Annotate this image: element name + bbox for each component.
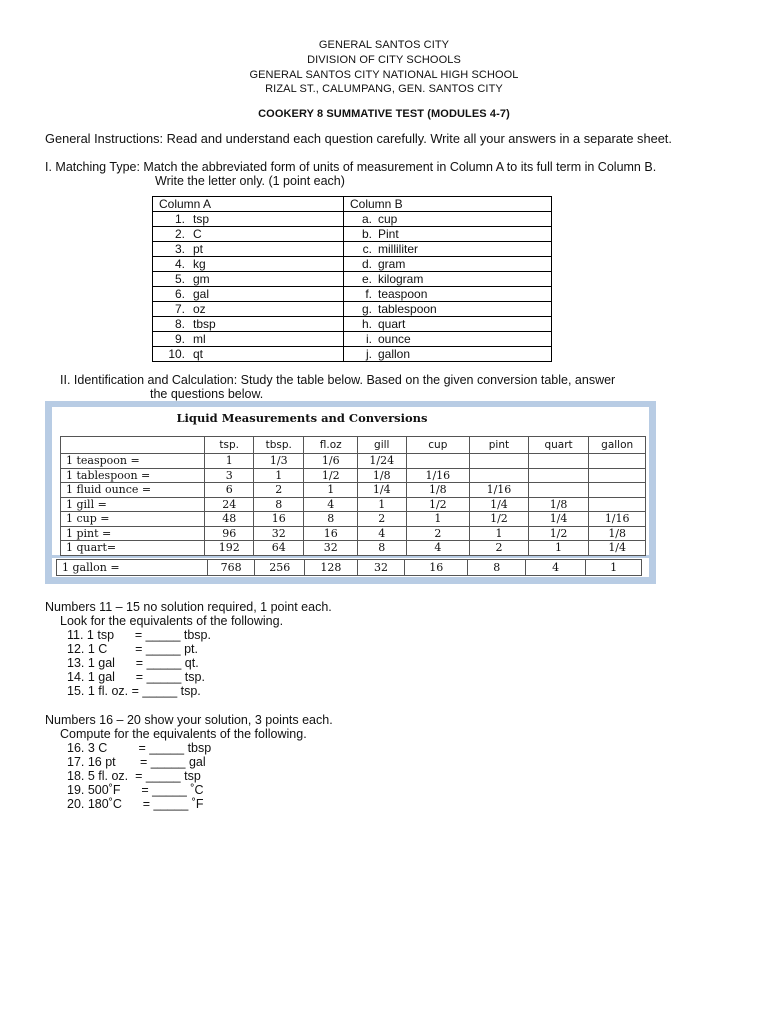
full-term: tablespoon	[378, 302, 437, 316]
conversion-value: 4	[526, 560, 586, 576]
conversion-value: 1/16	[589, 512, 646, 527]
column-b-item	[344, 347, 552, 362]
general-instructions: General Instructions: Read and understand each question carefully. Write all your answers in a separate sheet.	[45, 131, 672, 146]
column-a-item	[153, 227, 344, 242]
unit-column-header: tbsp.	[253, 437, 304, 454]
conversion-value: 8	[304, 512, 358, 527]
choice-letter: j.	[366, 347, 372, 361]
conversion-row	[61, 541, 646, 556]
row-unit-label: 1 fluid ounce =	[61, 483, 205, 498]
full-term: milliliter	[378, 242, 418, 256]
conversion-value: 1	[304, 483, 358, 498]
conversion-value: 1/8	[406, 483, 470, 498]
column-b-item	[344, 302, 552, 317]
column-b-item	[344, 272, 552, 287]
conversion-value: 1	[253, 468, 304, 483]
conversion-value	[406, 454, 470, 469]
abbreviation: oz	[193, 302, 206, 316]
conversion-row	[61, 468, 646, 483]
conversion-value: 1/16	[406, 468, 470, 483]
matching-row	[153, 257, 552, 272]
column-b-item	[344, 332, 552, 347]
choice-letter: g.	[361, 302, 372, 316]
choice-letter: f.	[365, 287, 372, 301]
question-item: 14. 1 gal = _____ tsp.	[67, 670, 205, 684]
matching-row	[153, 272, 552, 287]
choice-letter: a.	[361, 212, 372, 226]
conversion-value	[528, 468, 589, 483]
matching-header-row	[153, 197, 552, 212]
school-city: GENERAL SANTOS CITY	[318, 39, 450, 51]
row-unit-label: 1 tablespoon =	[61, 468, 205, 483]
row-unit-label: 1 gill =	[61, 497, 205, 512]
conversion-row	[61, 512, 646, 527]
conversion-value	[470, 468, 529, 483]
conversion-value: 2	[406, 526, 470, 541]
conversion-value: 1/8	[358, 468, 406, 483]
conversion-value: 128	[305, 560, 358, 576]
conversion-value: 1/4	[358, 483, 406, 498]
conversion-value: 8	[468, 560, 526, 576]
abbreviation: qt	[193, 347, 204, 361]
conversion-value: 1/4	[528, 512, 589, 527]
conversion-table	[60, 436, 646, 556]
unit-column-header: tsp.	[205, 437, 253, 454]
conversion-header-row	[61, 437, 646, 454]
unit-column-header: pint	[470, 437, 529, 454]
question-item: 16. 3 C = _____ tbsp	[67, 741, 212, 755]
conversion-row	[61, 526, 646, 541]
matching-row	[153, 212, 552, 227]
test-title: COOKERY 8 SUMMATIVE TEST (MODULES 4-7)	[258, 108, 510, 120]
gallon-table	[56, 559, 642, 576]
section-b-sub: Compute for the equivalents of the following.	[60, 727, 307, 741]
gallon-row	[57, 560, 642, 576]
abbreviation: tsp	[193, 212, 210, 226]
row-unit-label: 1 cup =	[61, 512, 205, 527]
column-b-item	[344, 287, 552, 302]
conversion-value: 96	[205, 526, 253, 541]
conversion-value: 1/16	[470, 483, 529, 498]
school-division: DIVISION OF CITY SCHOOLS	[307, 54, 461, 66]
item-number: 3.	[174, 242, 185, 256]
choice-letter: c.	[362, 242, 372, 256]
conversion-value	[589, 468, 646, 483]
row-unit-label: 1 pint =	[61, 526, 205, 541]
unit-column-header: cup	[406, 437, 470, 454]
column-a-item	[153, 257, 344, 272]
conversion-value: 24	[205, 497, 253, 512]
conversion-value	[528, 483, 589, 498]
school-name: GENERAL SANTOS CITY NATIONAL HIGH SCHOOL	[249, 69, 519, 81]
conversion-value: 2	[253, 483, 304, 498]
conversion-table-panel	[52, 407, 649, 555]
corner-cell	[61, 437, 205, 454]
part2-heading: II. Identification and Calculation: Study the table below. Based on the given conversion table, answer	[60, 373, 616, 387]
question-item: 17. 16 pt = _____ gal	[67, 755, 206, 769]
part1-heading-cont: Write the letter only. (1 point each)	[155, 174, 345, 188]
column-b-item	[344, 227, 552, 242]
column-a-item	[153, 212, 344, 227]
column-a-item	[153, 272, 344, 287]
part2-heading-cont: the questions below.	[150, 387, 264, 401]
conversion-value: 1/4	[470, 497, 529, 512]
conversion-value: 256	[255, 560, 305, 576]
choice-letter: h.	[361, 317, 372, 331]
row-unit-label: 1 gallon =	[57, 560, 208, 576]
conversion-value	[589, 454, 646, 469]
gallon-row-panel	[52, 558, 649, 577]
conversion-row	[61, 454, 646, 469]
matching-row	[153, 287, 552, 302]
conversion-value: 1/4	[589, 541, 646, 556]
conversion-value: 1	[586, 560, 642, 576]
conversion-value: 8	[358, 541, 406, 556]
abbreviation: gal	[193, 287, 210, 301]
full-term: teaspoon	[378, 287, 428, 301]
conversion-value: 32	[357, 560, 405, 576]
row-unit-label: 1 quart=	[61, 541, 205, 556]
column-b-item	[344, 212, 552, 227]
column-a-header: Column A	[153, 197, 344, 212]
conversion-value	[470, 454, 529, 469]
abbreviation: kg	[193, 257, 206, 271]
column-b-item	[344, 317, 552, 332]
column-a-item	[153, 287, 344, 302]
conversion-table-title: Liquid Measurements and Conversions	[176, 411, 428, 425]
full-term: gram	[378, 257, 406, 271]
question-item: 12. 1 C = _____ pt.	[67, 642, 198, 656]
unit-column-header: quart	[528, 437, 589, 454]
conversion-value: 1	[406, 512, 470, 527]
question-item: 20. 180˚C = _____ ˚F	[67, 797, 204, 811]
question-item: 13. 1 gal = _____ qt.	[67, 656, 199, 670]
conversion-value: 192	[205, 541, 253, 556]
conversion-value: 1/2	[470, 512, 529, 527]
abbreviation: ml	[193, 332, 206, 346]
conversion-value: 32	[253, 526, 304, 541]
part1-heading: I. Matching Type: Match the abbreviated form of units of measurement in Column A to its full term in Column B.	[45, 160, 657, 174]
choice-letter: i.	[366, 332, 372, 346]
abbreviation: pt	[193, 242, 204, 256]
conversion-value: 4	[304, 497, 358, 512]
conversion-value: 4	[406, 541, 470, 556]
column-b-item	[344, 257, 552, 272]
conversion-value: 8	[253, 497, 304, 512]
abbreviation: gm	[193, 272, 210, 286]
conversion-value: 1/2	[304, 468, 358, 483]
section-b-heading: Numbers 16 – 20 show your solution, 3 points each.	[45, 713, 333, 727]
conversion-value: 16	[405, 560, 468, 576]
full-term: ounce	[378, 332, 411, 346]
conversion-value: 1	[470, 526, 529, 541]
matching-row	[153, 302, 552, 317]
conversion-value	[589, 497, 646, 512]
conversion-value: 4	[358, 526, 406, 541]
conversion-row	[61, 497, 646, 512]
choice-letter: e.	[361, 272, 372, 286]
conversion-value: 1	[528, 541, 589, 556]
column-a-item	[153, 317, 344, 332]
conversion-value: 2	[358, 512, 406, 527]
conversion-value: 1/2	[406, 497, 470, 512]
matching-row	[153, 317, 552, 332]
column-a-item	[153, 242, 344, 257]
conversion-value: 1/24	[358, 454, 406, 469]
conversion-value: 1/3	[253, 454, 304, 469]
column-b-header: Column B	[344, 197, 552, 212]
abbreviation: tbsp	[193, 317, 216, 331]
choice-letter: d.	[361, 257, 372, 271]
item-number: 1.	[174, 212, 185, 226]
section-a-heading: Numbers 11 – 15 no solution required, 1 point each.	[45, 600, 332, 614]
conversion-value: 1/8	[528, 497, 589, 512]
matching-row	[153, 227, 552, 242]
question-item: 18. 5 fl. oz. = _____ tsp	[67, 769, 201, 783]
column-a-item	[153, 332, 344, 347]
column-b-item	[344, 242, 552, 257]
conversion-value: 16	[304, 526, 358, 541]
choice-letter: b.	[361, 227, 372, 241]
item-number: 6.	[174, 287, 185, 301]
full-term: Pint	[378, 227, 399, 241]
item-number: 2.	[174, 227, 185, 241]
conversion-value: 3	[205, 468, 253, 483]
item-number: 8.	[174, 317, 185, 331]
section-a-sub: Look for the equivalents of the following.	[60, 614, 284, 628]
conversion-value: 32	[304, 541, 358, 556]
abbreviation: C	[193, 227, 202, 241]
item-number: 5.	[174, 272, 185, 286]
conversion-value: 1	[205, 454, 253, 469]
unit-column-header: fl.oz	[304, 437, 358, 454]
item-number: 10.	[168, 347, 185, 361]
question-item: 11. 1 tsp = _____ tbsp.	[67, 628, 211, 642]
full-term: quart	[378, 317, 406, 331]
matching-row	[153, 332, 552, 347]
conversion-value: 1/8	[589, 526, 646, 541]
matching-row	[153, 347, 552, 362]
question-item: 15. 1 fl. oz. = _____ tsp.	[67, 684, 201, 698]
unit-column-header: gill	[358, 437, 406, 454]
conversion-value	[528, 454, 589, 469]
conversion-value: 48	[205, 512, 253, 527]
matching-table	[152, 196, 552, 362]
full-term: kilogram	[378, 272, 424, 286]
item-number: 7.	[174, 302, 185, 316]
item-number: 9.	[174, 332, 185, 346]
conversion-value: 1/2	[528, 526, 589, 541]
column-a-item	[153, 302, 344, 317]
conversion-value	[589, 483, 646, 498]
conversion-table-figure	[45, 401, 656, 584]
conversion-value: 64	[253, 541, 304, 556]
item-number: 4.	[174, 257, 185, 271]
unit-column-header: gallon	[589, 437, 646, 454]
conversion-row	[61, 483, 646, 498]
school-address: RIZAL ST., CALUMPANG, GEN. SANTOS CITY	[265, 83, 503, 95]
full-term: cup	[378, 212, 398, 226]
full-term: gallon	[378, 347, 411, 361]
conversion-value: 768	[207, 560, 255, 576]
conversion-value: 16	[253, 512, 304, 527]
conversion-value: 6	[205, 483, 253, 498]
column-a-item	[153, 347, 344, 362]
conversion-value: 2	[470, 541, 529, 556]
matching-row	[153, 242, 552, 257]
row-unit-label: 1 teaspoon =	[61, 454, 205, 469]
conversion-value: 1	[358, 497, 406, 512]
conversion-value: 1/6	[304, 454, 358, 469]
question-item: 19. 500˚F = _____ ˚C	[67, 783, 204, 797]
